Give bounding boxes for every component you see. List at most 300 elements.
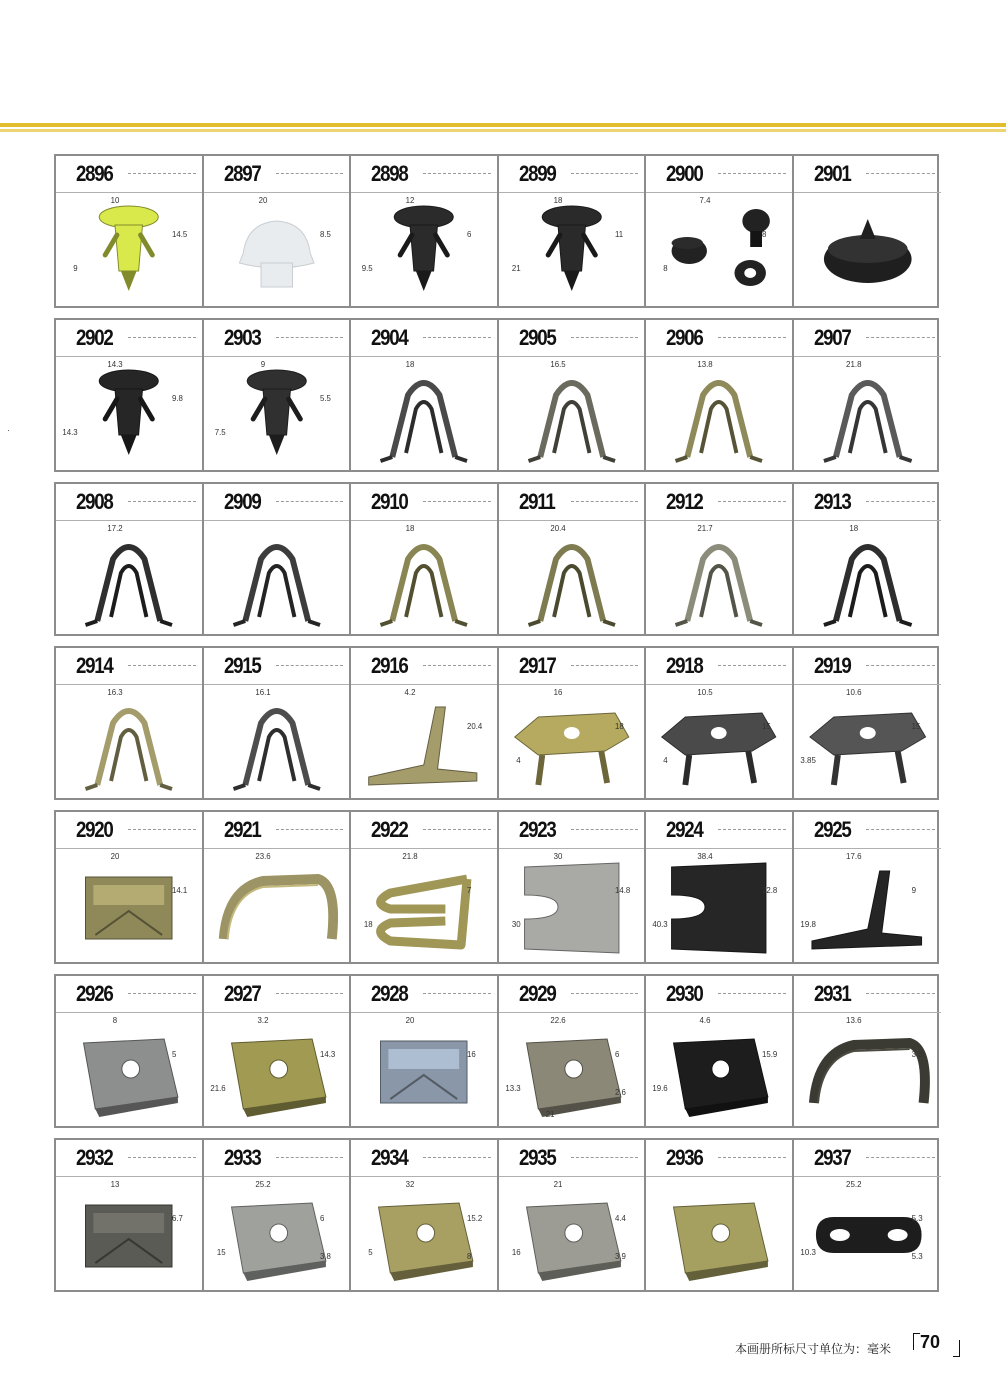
part-cell <box>351 812 499 962</box>
dimension-label: 5.5 <box>319 393 331 404</box>
part-image <box>204 685 350 796</box>
header-dashed-rule <box>571 1157 639 1158</box>
catalog-row <box>54 154 939 308</box>
header-dashed-rule <box>128 173 196 174</box>
part-cell-header <box>646 648 792 685</box>
part-image <box>56 849 202 960</box>
header-dashed-rule <box>718 1157 786 1158</box>
dimension-label: 17.6 <box>845 851 862 862</box>
part-photo <box>239 221 314 287</box>
dimension-label: 18 <box>405 359 415 370</box>
part-code: 2927 <box>223 981 261 1006</box>
dimension-label: 9.5 <box>361 263 373 274</box>
part-cell-header <box>351 648 497 685</box>
header-dashed-rule <box>276 665 344 666</box>
dimension-label: 4 <box>663 755 668 766</box>
dimension-label: 8 <box>762 229 767 240</box>
dimension-label: 10.3 <box>799 1247 816 1258</box>
part-cell-header <box>794 484 942 521</box>
dimension-label: 6 <box>614 1049 619 1060</box>
part-image <box>204 357 350 468</box>
part-photo <box>380 879 467 945</box>
header-dashed-rule <box>276 173 344 174</box>
dimension-label: 21.7 <box>697 523 713 534</box>
part-cell-header <box>794 156 942 193</box>
dimension-label: 23.6 <box>254 851 271 862</box>
part-image <box>56 521 202 632</box>
part-photo <box>514 713 628 785</box>
part-code: 2918 <box>666 653 703 678</box>
part-cell <box>204 484 352 634</box>
part-photo <box>526 1039 620 1120</box>
dimension-label: 25.2 <box>254 1179 271 1190</box>
dimension-label: 2.6 <box>614 1087 626 1098</box>
header-dashed-rule <box>571 337 639 338</box>
part-cell <box>204 648 352 798</box>
part-code: 2896 <box>76 161 113 186</box>
part-cell-header <box>499 976 645 1013</box>
dimension-label: 16.1 <box>254 687 271 698</box>
header-dashed-rule <box>276 337 344 338</box>
part-image <box>204 193 350 304</box>
part-image <box>351 1177 497 1288</box>
part-photo <box>85 1205 172 1267</box>
header-dashed-rule <box>571 173 639 174</box>
part-cell <box>351 976 499 1126</box>
dimension-label: 18 <box>553 195 562 206</box>
dimension-label: 6.7 <box>172 1213 183 1224</box>
part-cell-header <box>204 156 350 193</box>
part-photo <box>526 1203 620 1281</box>
part-cell <box>646 320 794 470</box>
dimension-label: 4.4 <box>614 1213 626 1224</box>
part-cell <box>56 812 204 962</box>
header-dashed-rule <box>423 337 491 338</box>
part-cell-header <box>204 320 350 357</box>
dimension-label: 17.2 <box>107 523 123 534</box>
part-cell-header <box>351 484 497 521</box>
header-dashed-rule <box>128 993 196 994</box>
part-cell <box>56 648 204 798</box>
header-dashed-rule <box>866 173 936 174</box>
part-code: 2937 <box>813 1145 851 1170</box>
dimension-label: 8 <box>467 1251 472 1262</box>
part-image <box>794 193 942 304</box>
dimension-label: 38.4 <box>697 851 713 862</box>
part-cell-header <box>794 976 942 1013</box>
part-cell-header <box>646 1140 792 1177</box>
header-dashed-rule <box>571 993 639 994</box>
part-image <box>351 685 497 796</box>
part-code: 2897 <box>223 161 261 186</box>
part-photo <box>823 547 911 625</box>
part-image <box>56 685 202 796</box>
part-photo <box>823 383 911 461</box>
part-cell <box>56 976 204 1126</box>
header-dashed-rule <box>423 173 491 174</box>
part-code: 2908 <box>76 489 113 514</box>
part-cell <box>204 812 352 962</box>
dimension-label: 5.3 <box>911 1213 923 1224</box>
header-dashed-rule <box>276 1157 344 1158</box>
header-dashed-rule <box>276 501 344 502</box>
part-cell-header <box>646 320 792 357</box>
part-cell-header <box>351 812 497 849</box>
dimension-label: 10.6 <box>845 687 862 698</box>
dimension-label: 9.8 <box>172 393 183 404</box>
part-code: 2914 <box>76 653 113 678</box>
header-dashed-rule <box>718 829 786 830</box>
dimension-label: 15.2 <box>467 1213 483 1224</box>
part-photo <box>662 713 776 785</box>
page-number-bracket-left <box>913 1333 920 1350</box>
dimension-label: 32 <box>405 1179 415 1190</box>
page-number: 70 <box>920 1332 941 1352</box>
header-dashed-rule <box>866 501 936 502</box>
part-code: 2926 <box>76 981 113 1006</box>
part-photo <box>809 713 925 785</box>
part-cell-header <box>56 812 202 849</box>
part-cell-header <box>499 156 645 193</box>
dimension-label: 25.2 <box>845 1179 862 1190</box>
part-code: 2933 <box>223 1145 261 1170</box>
part-photo <box>223 879 333 939</box>
part-photo <box>99 370 158 455</box>
part-cell-header <box>56 648 202 685</box>
part-cell-header <box>204 648 350 685</box>
part-cell-header <box>646 976 792 1013</box>
part-code: 2907 <box>813 325 851 350</box>
part-image <box>499 849 645 960</box>
part-cell <box>499 1140 647 1290</box>
part-photo <box>380 383 467 461</box>
part-code: 2917 <box>518 653 556 678</box>
dimension-label: 6 <box>319 1213 324 1224</box>
part-photo <box>394 206 453 291</box>
part-cell-header <box>56 320 202 357</box>
part-cell <box>204 320 352 470</box>
part-image <box>794 685 942 796</box>
part-image <box>351 1013 497 1124</box>
part-image <box>646 521 792 632</box>
part-image <box>204 1013 350 1124</box>
header-dashed-rule <box>866 665 936 666</box>
dimension-label: 8 <box>112 1015 118 1026</box>
part-cell <box>204 1140 352 1290</box>
part-cell <box>646 156 794 306</box>
dimension-label: 21.8 <box>845 359 862 370</box>
part-cell <box>499 484 647 634</box>
header-dashed-rule <box>718 501 786 502</box>
part-code: 2935 <box>518 1145 556 1170</box>
dimension-label: 5 <box>172 1049 177 1060</box>
part-cell-header <box>499 1140 645 1177</box>
part-cell <box>794 484 942 634</box>
part-cell-header <box>499 648 645 685</box>
part-photo <box>674 1203 768 1281</box>
catalog-row <box>54 974 939 1128</box>
part-photo <box>528 547 615 625</box>
dimension-label: 18 <box>405 523 415 534</box>
part-photo <box>99 206 158 291</box>
part-code: 2903 <box>223 325 261 350</box>
dimension-label: 3.8 <box>319 1251 331 1262</box>
part-code: 2909 <box>223 489 261 514</box>
part-cell-header <box>204 484 350 521</box>
part-photo <box>85 711 172 789</box>
dimension-label: 16 <box>553 687 562 698</box>
part-code: 2904 <box>371 325 408 350</box>
part-cell <box>351 1140 499 1290</box>
part-code: 2929 <box>518 981 556 1006</box>
dimension-label: 7.5 <box>214 427 226 438</box>
dimension-label: 21 <box>553 1179 562 1190</box>
part-cell <box>351 156 499 306</box>
dimension-label: 8.5 <box>319 229 331 240</box>
part-cell <box>351 320 499 470</box>
margin-dot <box>8 430 9 431</box>
part-code: 2899 <box>518 161 556 186</box>
part-cell <box>56 1140 204 1290</box>
dimension-label: 14.1 <box>172 885 188 896</box>
dimension-label: 22.6 <box>549 1015 566 1026</box>
header-dashed-rule <box>423 829 491 830</box>
part-photo <box>380 1041 467 1103</box>
dimension-label: 22.8 <box>762 885 778 896</box>
part-cell-header <box>351 156 497 193</box>
header-dashed-rule <box>276 829 344 830</box>
dimension-label: 3.2 <box>257 1015 268 1026</box>
part-code: 2931 <box>813 981 851 1006</box>
catalog-row <box>54 318 939 472</box>
catalog-row <box>54 646 939 800</box>
part-code: 2934 <box>371 1145 408 1170</box>
header-dashed-rule <box>128 1157 196 1158</box>
part-photo <box>813 1043 924 1103</box>
part-code: 2928 <box>371 981 408 1006</box>
header-dashed-rule <box>718 993 786 994</box>
dimension-label: 9 <box>73 263 78 274</box>
part-cell <box>646 976 794 1126</box>
part-image <box>56 193 202 304</box>
part-photo <box>231 1039 325 1117</box>
dimension-label: 10.5 <box>697 687 713 698</box>
part-cell-header <box>56 156 202 193</box>
part-cell <box>499 156 647 306</box>
part-photo <box>815 1217 921 1253</box>
part-cell-header <box>499 320 645 357</box>
part-cell <box>646 648 794 798</box>
header-dashed-rule <box>128 337 196 338</box>
dimension-label: 20 <box>405 1015 415 1026</box>
dimension-label: 5 <box>368 1247 373 1258</box>
part-photo <box>542 206 601 291</box>
dimension-label: 40.3 <box>652 919 668 930</box>
part-photo <box>811 871 921 949</box>
part-cell-header <box>794 648 942 685</box>
part-cell-header <box>351 1140 497 1177</box>
part-code: 2913 <box>813 489 851 514</box>
part-photo <box>674 1039 768 1117</box>
part-cell-header <box>646 484 792 521</box>
header-dashed-rule <box>423 665 491 666</box>
header-dashed-rule <box>866 337 936 338</box>
dimension-label: 8 <box>663 263 668 274</box>
dimension-label: 14.5 <box>172 229 188 240</box>
part-image <box>351 193 497 304</box>
part-code: 2898 <box>371 161 408 186</box>
dimension-label: 19.8 <box>799 919 816 930</box>
dimension-label: 3.9 <box>614 1251 626 1262</box>
dimension-label: 20.4 <box>467 721 483 732</box>
part-image <box>499 357 645 468</box>
header-dashed-rule <box>718 665 786 666</box>
dimension-label: 18 <box>848 523 858 534</box>
part-cell-header <box>56 484 202 521</box>
dimension-label: 11 <box>614 229 623 240</box>
dimension-label: 30 <box>553 851 562 862</box>
part-photo <box>233 547 320 625</box>
part-image <box>794 357 942 468</box>
header-dashed-rule <box>276 993 344 994</box>
part-code: 2924 <box>666 817 703 842</box>
part-cell-header <box>499 484 645 521</box>
dimension-label: 21.6 <box>209 1083 226 1094</box>
part-code: 2915 <box>223 653 261 678</box>
header-dashed-rule <box>866 829 936 830</box>
dimension-label: 15 <box>762 721 771 732</box>
part-image <box>646 1013 792 1124</box>
header-dashed-rule <box>571 665 639 666</box>
dimension-label: 20.4 <box>549 523 566 534</box>
part-image <box>351 521 497 632</box>
part-cell <box>351 648 499 798</box>
part-photo <box>84 1039 178 1117</box>
part-cell <box>794 1140 942 1290</box>
part-photo <box>823 219 911 283</box>
dimension-label: 21 <box>511 263 521 274</box>
part-image <box>351 849 497 960</box>
part-photo <box>369 707 477 785</box>
dimension-label: 20 <box>258 195 267 206</box>
part-image <box>646 1177 792 1288</box>
dimension-label: 15.9 <box>762 1049 778 1060</box>
dimension-label: 4 <box>515 755 521 766</box>
part-image <box>351 357 497 468</box>
header-dashed-rule <box>866 1157 936 1158</box>
part-code: 2923 <box>518 817 556 842</box>
header-dashed-rule <box>128 829 196 830</box>
header-dashed-rule <box>866 993 936 994</box>
part-image <box>646 357 792 468</box>
dimension-label: 12 <box>405 195 415 206</box>
part-photo <box>231 1203 325 1281</box>
part-image <box>204 521 350 632</box>
part-cell <box>794 812 942 962</box>
dimension-label: 20 <box>110 851 120 862</box>
dimension-label: 7 <box>467 885 472 896</box>
header-dashed-rule <box>423 501 491 502</box>
part-code: 2902 <box>76 325 113 350</box>
dimension-label: 7.4 <box>699 195 711 206</box>
part-cell <box>499 812 647 962</box>
page-number-bracket-right <box>953 1340 960 1357</box>
part-image <box>204 849 350 960</box>
part-cell <box>646 812 794 962</box>
dimension-label: 16 <box>511 1247 521 1258</box>
dimension-label: 13.8 <box>697 359 713 370</box>
dimension-label: 13 <box>110 1179 120 1190</box>
dimension-label: 14.8 <box>614 885 630 896</box>
dimension-label: 14.3 <box>62 427 78 438</box>
part-photo <box>85 547 172 625</box>
part-image <box>56 357 202 468</box>
part-photo <box>379 1203 473 1281</box>
header-dashed-rule <box>423 993 491 994</box>
header-dashed-rule <box>571 501 639 502</box>
part-image <box>794 849 942 960</box>
part-cell-header <box>204 812 350 849</box>
header-dashed-rule <box>128 665 196 666</box>
part-cell-header <box>794 320 942 357</box>
part-cell-header <box>351 976 497 1013</box>
header-stripe-dark <box>0 123 1006 127</box>
part-image <box>646 193 792 304</box>
part-image <box>794 1013 942 1124</box>
part-cell <box>499 976 647 1126</box>
header-dashed-rule <box>128 501 196 502</box>
part-image <box>499 1177 645 1288</box>
dimension-label: 18 <box>614 721 624 732</box>
header-dashed-rule <box>718 337 786 338</box>
dimension-label: 3.3 <box>911 1049 923 1060</box>
part-cell-header <box>204 1140 350 1177</box>
part-cell <box>794 976 942 1126</box>
part-image <box>646 849 792 960</box>
part-image <box>499 1013 645 1124</box>
part-cell-header <box>646 812 792 849</box>
dimension-label: 4.6 <box>699 1015 711 1026</box>
part-image <box>794 1177 942 1288</box>
dimension-label: 19.6 <box>652 1083 668 1094</box>
part-image <box>204 1177 350 1288</box>
dimension-label: 15 <box>911 721 920 732</box>
part-photo <box>675 547 762 625</box>
dimension-label: 15 <box>216 1247 226 1258</box>
part-photo <box>524 863 618 953</box>
dimension-label: 13.6 <box>845 1015 862 1026</box>
part-cell <box>499 320 647 470</box>
part-cell <box>56 484 204 634</box>
catalog-row <box>54 1138 939 1292</box>
part-code: 2920 <box>76 817 113 842</box>
dimension-label: 5.3 <box>911 1251 923 1262</box>
unit-note: 本画册所标尺寸单位为：毫米 <box>735 1342 892 1356</box>
part-code: 2911 <box>518 489 554 514</box>
part-image <box>56 1013 202 1124</box>
dimension-label: 21 <box>545 1109 554 1120</box>
part-photo <box>247 370 306 455</box>
dimension-label: 4.2 <box>404 687 416 698</box>
part-code: 2921 <box>223 817 261 842</box>
part-cell-header <box>204 976 350 1013</box>
dimension-label: 6 <box>467 229 472 240</box>
part-cell <box>794 648 942 798</box>
part-cell-header <box>646 156 792 193</box>
part-cell <box>794 156 942 306</box>
part-image <box>646 685 792 796</box>
part-code: 2901 <box>813 161 851 186</box>
